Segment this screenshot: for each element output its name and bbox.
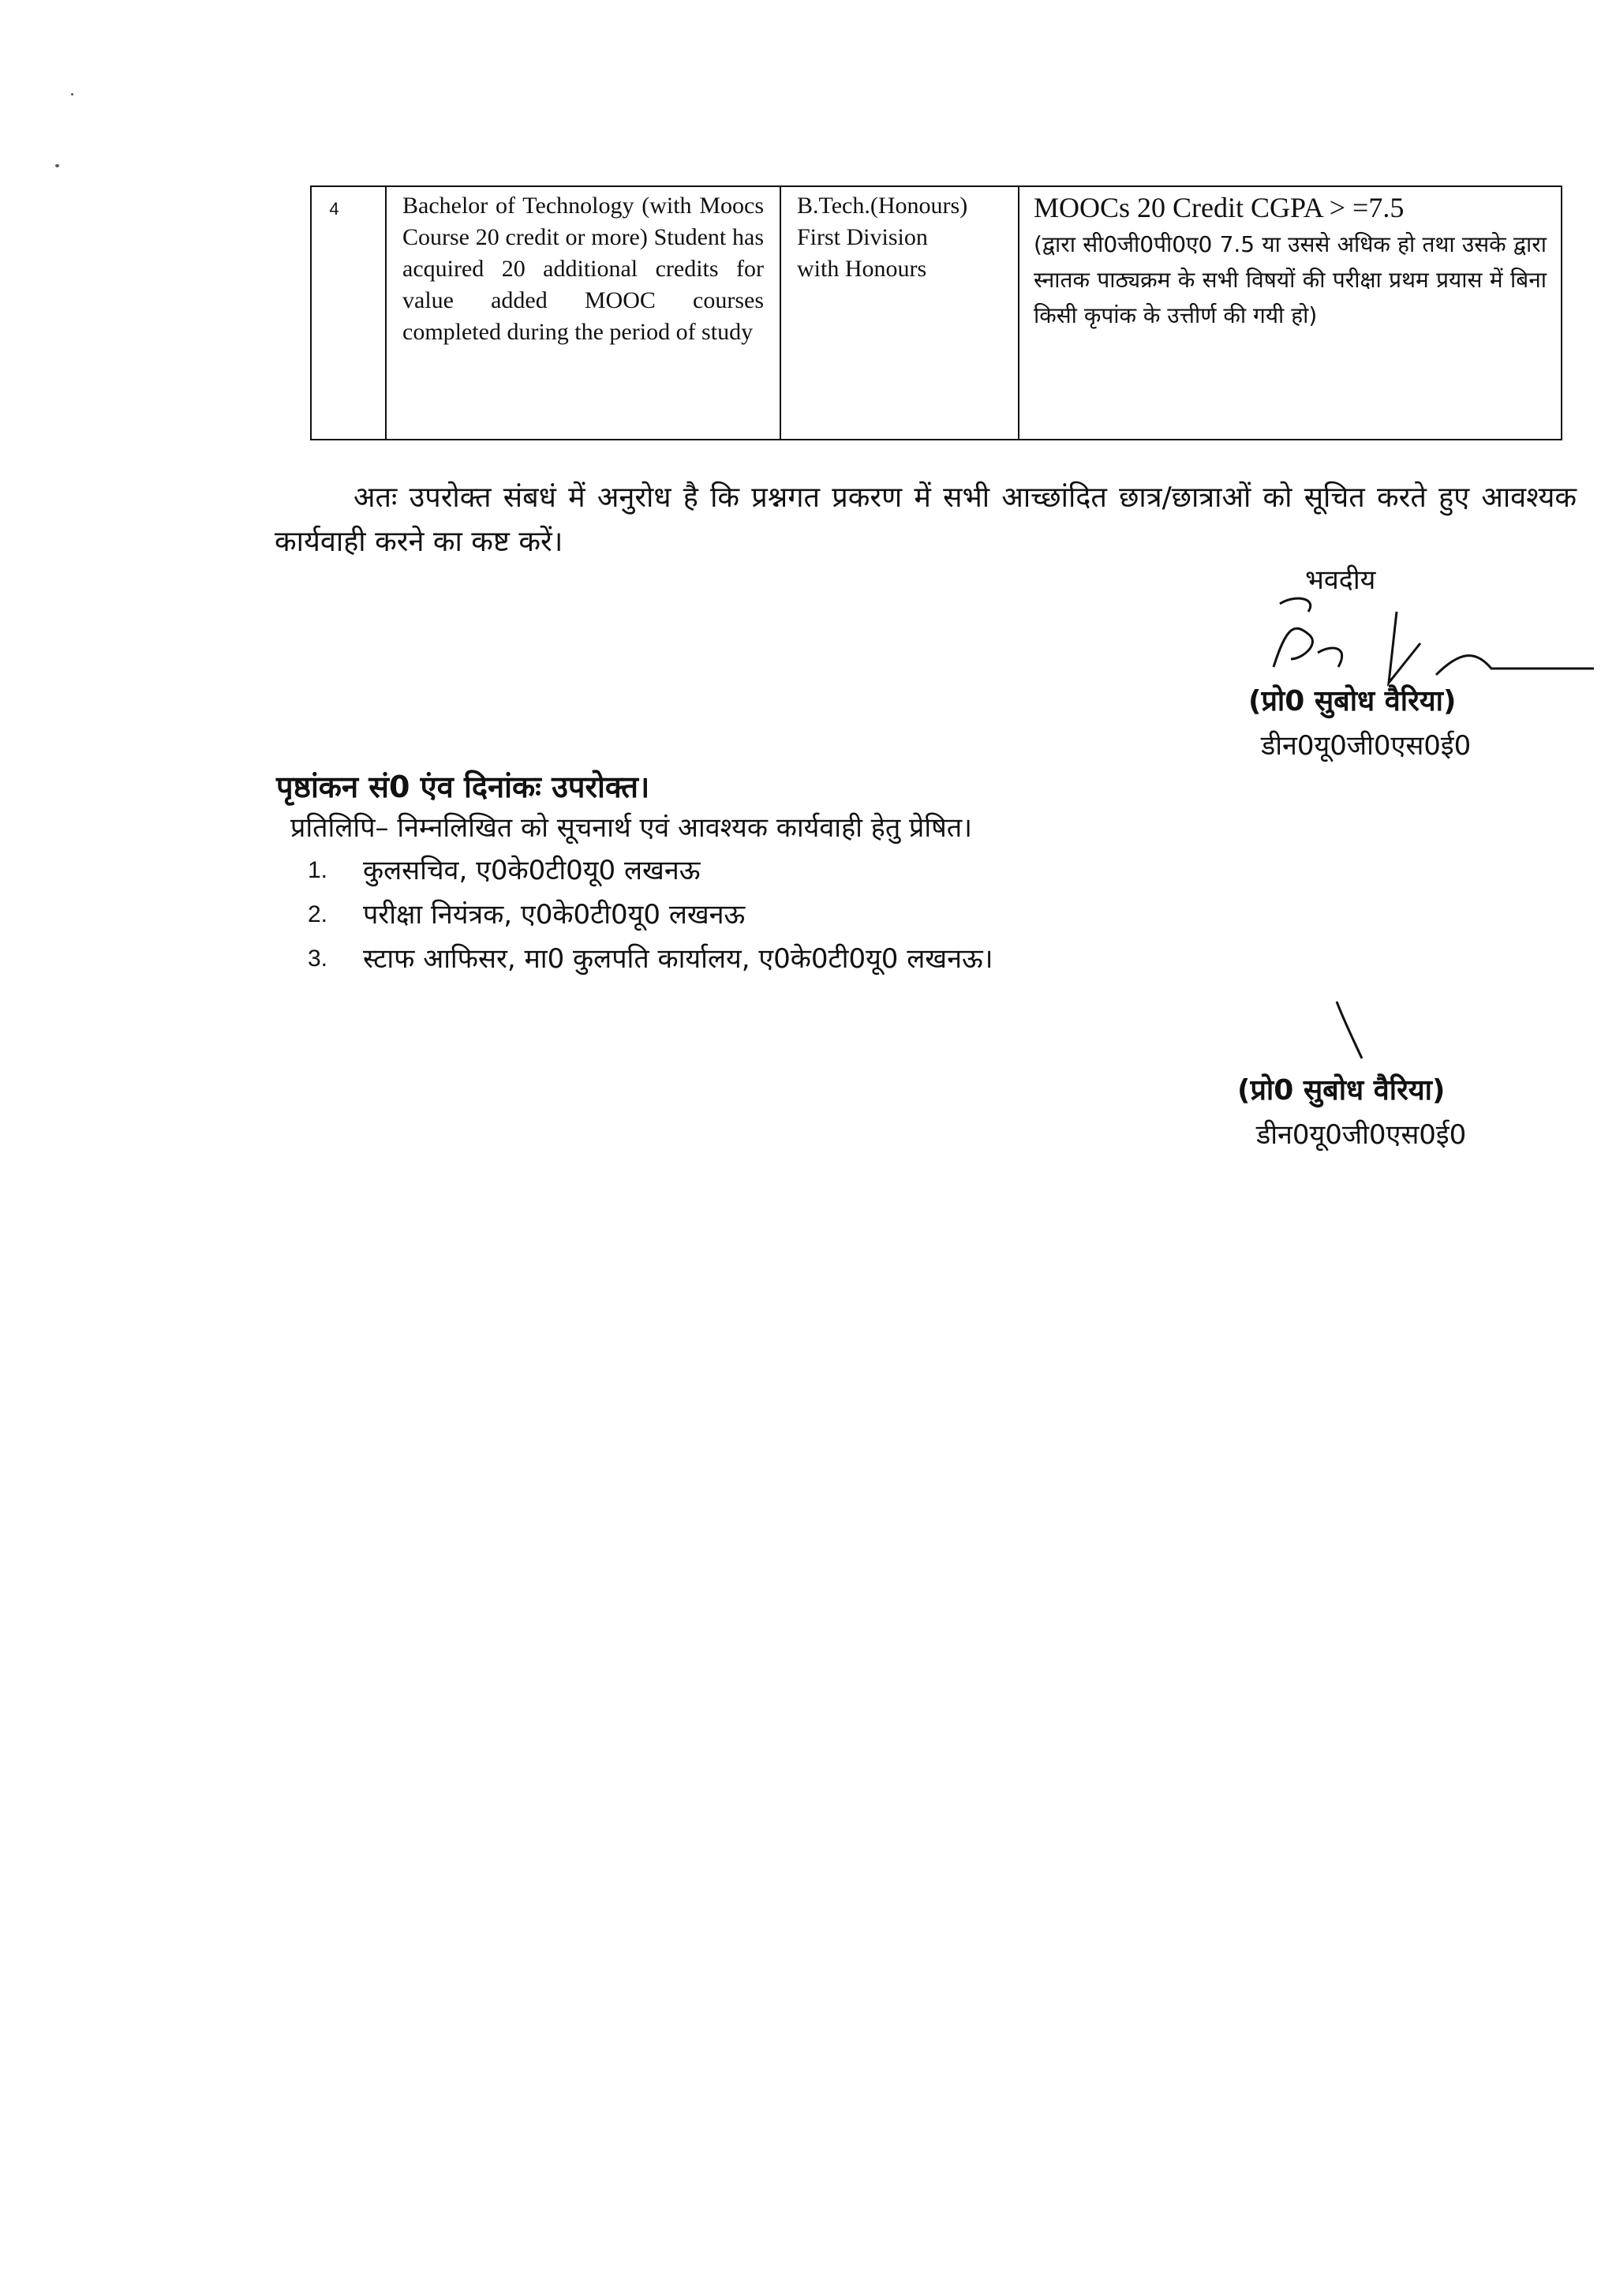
signatory-name: (प्रो0 सुबोध वैरिया) — [1248, 685, 1457, 717]
serial-number-cell — [311, 186, 386, 440]
list-item — [308, 937, 993, 981]
handwritten-tick — [1334, 998, 1365, 1062]
valediction: भवदीय — [1305, 564, 1376, 596]
endorsement-subject: पृष्ठांकन सं0 एंव दिनांकः उपरोक्त। — [276, 770, 650, 804]
list-item — [308, 848, 993, 893]
list-number: 1. — [308, 857, 328, 883]
degree-award: B.Tech.(Honours) First Division with Honours — [797, 193, 968, 282]
list-number: 3. — [308, 946, 328, 972]
signatory-title-2: डीन0यू0जी0एस0ई0 — [1256, 1119, 1467, 1151]
signatory-title: डीन0यू0जी0एस0ई0 — [1261, 730, 1472, 762]
signatory-name-2: (प्रो0 सुबोध वैरिया) — [1237, 1074, 1446, 1107]
recipient-name: कुलसचिव, ए0के0टी0यू0 लखनऊ — [363, 855, 701, 886]
recipient-name: स्टाफ आफिसर, मा0 कुलपति कार्यालय, ए0के0टी0यू0 लखनऊ। — [363, 943, 993, 975]
handwritten-signature — [1262, 580, 1602, 695]
recipient-list — [308, 848, 993, 981]
list-item — [308, 893, 993, 937]
criteria-cell — [1019, 186, 1562, 440]
request-paragraph: अतः उपरोक्त संबधं में अनुरोध है कि प्रश्नगत प्रकरण में सभी आच्छांदित छात्र/छात्राओं को सूचित करते हुए आवश्यक कार्यवाही करने का कष्ट करें। — [275, 481, 1577, 558]
scan-speck — [55, 164, 59, 167]
course-cell — [386, 186, 780, 440]
list-number: 2. — [308, 901, 328, 927]
recipient-name: परीक्षा नियंत्रक, ए0के0टी0यू0 लखनऊ — [363, 899, 746, 931]
criteria-details: (द्वारा सी0जी0पी0ए0 7.5 या उससे अधिक हो तथा उसके द्वारा स्नातक पाठ्यक्रम के सभी विषयों की परीक्षा प्रथम प्रयास में बिना किसी कृपांक के उत्तीर्ण की गयी हो) — [1034, 231, 1547, 328]
serial-number: 4 — [329, 199, 339, 219]
degree-criteria-table — [310, 185, 1562, 440]
copy-to-line: प्रतिलिपि– निम्नलिखित को सूचनार्थ एवं आवश्यक कार्यवाही हेतु प्रेषित। — [290, 812, 973, 844]
degree-cell — [780, 186, 1019, 440]
scan-speck — [71, 93, 73, 96]
criteria-heading: MOOCs 20 Credit CGPA > =7.5 — [1034, 192, 1405, 223]
table-row — [311, 186, 1562, 440]
course-description: Bachelor of Technology (with Moocs Course 20 credit or more) Student has acquired 20 additional credits for value added MOOC courses completed during the period of study — [402, 193, 764, 345]
